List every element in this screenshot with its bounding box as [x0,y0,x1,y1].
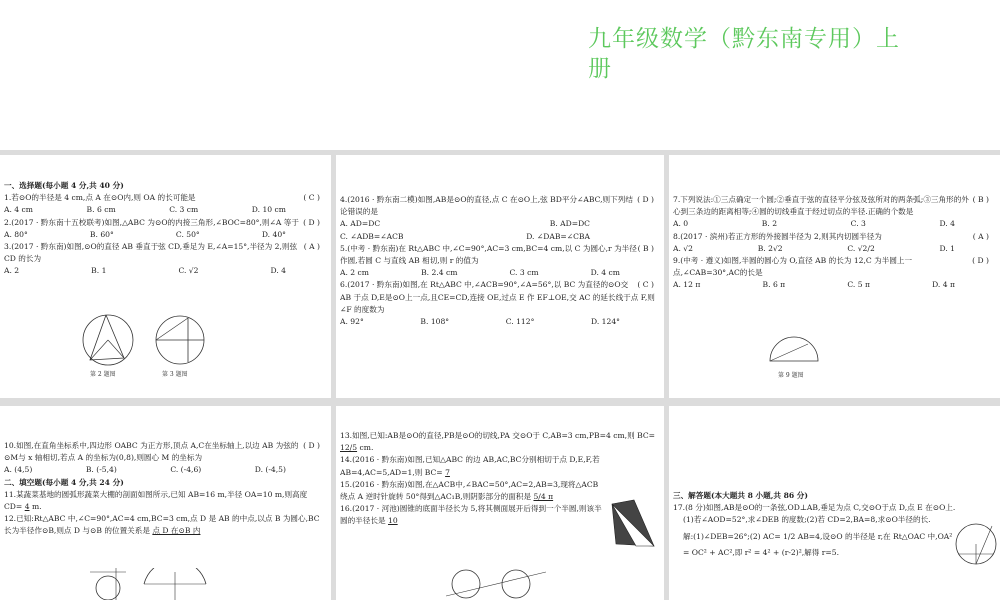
section-heading: 二、填空题(每小题 4 分,共 24 分) [4,477,124,487]
options-2 [4,229,326,241]
option: B. 6 π [762,280,786,290]
figure-q11 [140,568,210,600]
panel-2 [340,194,660,394]
option: B. (-5,4) [85,465,117,475]
option: D. 4 π [932,280,955,290]
option: B. 6 cm [86,205,116,215]
section-heading: 一、选择题(每小题 4 分,共 40 分) [4,181,124,190]
option: A. 0 [673,219,689,229]
options-3 [4,265,326,277]
option: C. √2/2 [847,243,875,253]
divider-v2-bottom [664,404,669,600]
question-17-parts: (1)若∠AOD=52°,求∠DEB 的度数;(2)若 CD=2,BA=8,求⊙O半径的长. [683,515,931,525]
option: A. √2 [673,243,693,253]
option: B. 60° [89,229,114,239]
question-9: 9.(中考 · 遵义)如图,半圆的圆心为 O,直径 AB 的长为 12,C 为半圆上一点,∠CAB=30°,AC的长是 [673,256,913,278]
divider-v1-bottom [331,404,336,600]
question-17: 17.(8 分)如图,AB是⊙O的一条弦,OD⊥AB,垂足为点 C,交⊙O于点 D,点 E 在⊙O上. [673,503,956,513]
figure-q2 [80,310,140,380]
figure-q3 [152,310,212,380]
figure-q10 [90,568,130,600]
option: C. √2 [178,266,199,276]
options-4 [340,218,660,230]
question-7: 7.下列说法:①三点确定一个圆;②垂直于弦的直径平分弦及弦所对的两条弧;③三角形的外心到三条边的距离相等;④圆的切线垂直于经过切点的半径.正确的个数是 [673,195,969,217]
option: D. ∠DAB=∠CBA [526,231,590,241]
figure-q17 [954,512,1000,574]
answer: ( B ) [637,243,654,253]
option: D. 40° [261,229,286,239]
option: C. (-4,6) [170,465,202,475]
option: D. 4 [270,266,286,276]
option: D. 4 cm [590,268,620,278]
figure-q9 [764,325,824,381]
answer: ( D ) [972,256,989,266]
figure-q16 [446,566,546,600]
answer: 10 [387,516,398,526]
options-4b [340,231,660,243]
answer: ( B ) [972,195,989,204]
option: A. 92° [340,317,364,327]
options-7 [673,218,995,230]
option: B. 2√2 [757,243,783,253]
divider-top [0,150,1000,155]
option: C. 5 π [847,280,870,290]
question-12: 12.已知:Rt△ABC 中,∠C=90°,AC=4 cm,BC=3 cm,点 D 是 AB 的中点,以点 B 为圆心,BC长为半径作⊙B,则点 D 与⊙B 的位置关系是 [4,514,320,536]
divider-middle [0,398,1000,406]
answer: ( A ) [303,242,320,252]
option: A. 80° [4,229,28,239]
answer: ( A ) [972,231,989,241]
option: A. 2 cm [340,268,370,278]
option: D. (-4,5) [254,465,286,475]
panel-6 [673,490,959,600]
options-9 [673,279,995,291]
option: B. 2 [761,219,778,229]
options-5 [340,267,660,279]
divider-v2-top [664,150,669,402]
option: A. 4 cm [4,205,34,215]
options-10 [4,464,326,476]
question-15: 15.(2016 · 黔东南)如图,在△ACB中,∠BAC=50°,AC=2,AB=3,现将△ACB绕点 A 逆时针旋转 50°得到△AC₁B,则阴影部分的面积是 [340,479,599,502]
answer: ( D ) [303,217,320,227]
option: B. AD=DC [549,219,590,229]
unit: cm. [359,443,374,453]
option: A. 12 π [673,280,701,290]
answer: ( C ) [637,280,654,290]
option: A. AD=DC [340,219,381,229]
solution-line-1: 解:(1)∠DEB=26°;(2) AC= 1/2 AB=4,设⊙O 的半径是 r,在 Rt△OAC 中,OA² [683,531,953,541]
option: C. ∠ADB=∠ACB [340,231,404,241]
question-13: 13.如图,已知:AB是⊙O的直径,PB是⊙O的切线,PA 交⊙O于 C,AB=3 cm,PB=4 cm,则 BC= [340,431,655,440]
answer: 5/4 π [533,492,554,502]
answer: ( C ) [303,193,320,203]
options-6 [340,316,660,328]
answer: 4 [24,502,30,512]
question-2: 2.(2017 · 黔东南十五校联考)如图,△ABC 为⊙O的内接三角形,∠BOC=80°,则∠A 等于 [4,217,299,227]
question-16: 16.(2017 · 河池)圆锥的底面半径长为 5,将其侧面展开后得到一个半圆,则该半圆的半径长是 [340,504,602,526]
option: C. 3 [850,219,866,229]
answer: 7 [445,467,450,477]
options-1 [4,204,326,216]
option: D. 1 [939,243,955,253]
panel-3 [673,194,995,394]
question-11: 11.某蔬菜基地的圆弧形蔬菜大棚的剖面如图所示,已知 AB=16 m,半径 OA=10 m,则高度 CD= [4,489,308,512]
option: A. 2 [4,266,20,276]
option: A. (4,5) [4,465,33,475]
solution-line-2: = OC² + AC²,即 r² = 4² + (r-2)²,解得 r=5. [683,547,839,557]
question-6: 6.(2017 · 黔东南)如图,在 Rt△ABC 中,∠ACB=90°,∠A=56°,以 BC 为直径的⊙O交 AB 于点 D,E是⊙O上一点,且CE=CD,连接 OE,过点 E 作 EF⊥OE,交 AC 的延长线于点 F,则∠F 的度数为 [340,280,655,314]
figure-q15 [606,498,660,550]
figure-caption: 第 3 题图 [162,371,188,378]
option: C. 3 cm [509,268,539,278]
option: D. 124° [591,317,620,327]
answer: ( D ) [303,441,320,450]
question-4: 4.(2016 · 黔东南二模)如图,AB是⊙O的直径,点 C 在⊙O上,弦 BD平分∠ABC,则下列结论错误的是 [340,195,633,217]
answer: 12/5 [340,443,358,453]
option: B. 2.4 cm [421,268,458,278]
question-8: 8.(2017 · 滨州)若正方形的外接圆半径为 2,则其内切圆半径为 [673,231,882,241]
option: C. 3 cm [169,205,199,215]
question-10: 10.如图,在直角坐标系中,四边形 OABC 为正方形,顶点 A,C在坐标轴上,以边 AB 为弦的⊙M与 x 轴相切,若点 A 的坐标为(0,8),则圆心 M 的坐标为 [4,441,299,463]
question-1: 1.若⊙O的半径是 4 cm,点 A 在⊙O内,则 OA 的长可能是 [4,193,196,203]
answer: ( D ) [637,195,654,204]
option: C. 50° [175,229,200,239]
option: C. 112° [505,317,535,327]
option: B. 1 [91,266,107,276]
page-title: 九年级数学（黔东南专用）上册 [588,26,900,82]
question-14: 14.(2016 · 黔东南)如图,已知△ABC 的边 AB,AC,BC分别相切于点 D,E,F,若 AB=4,AC=5,AD=1,则 BC= [340,455,600,477]
answer: 点 D 在⊙B 内 [152,526,201,536]
option: B. 108° [420,317,450,327]
section-heading: 三、解答题(本大题共 8 小题,共 86 分) [673,491,808,500]
options-8 [673,243,995,255]
figure-caption: 第 2 题图 [90,371,116,378]
question-3: 3.(2017 · 黔东南)如图,⊙O的直径 AB 垂直于弦 CD,垂足为 E,∠A=15°,半径为 2,则弦 CD 的长为 [4,242,298,264]
figure-caption: 第 9 题图 [778,372,804,379]
unit: m. [31,502,42,512]
option: D. 10 cm [251,205,286,215]
option: D. 4 [939,219,955,229]
divider-v1-top [331,150,336,402]
question-5: 5.(中考 · 黔东南)在 Rt△ABC 中,∠C=90°,AC=3 cm,BC=4 cm,以 C 为圆心,r 为半径作圆,若圆 C 与直线 AB 相切,则 r 的值为 [340,243,637,266]
